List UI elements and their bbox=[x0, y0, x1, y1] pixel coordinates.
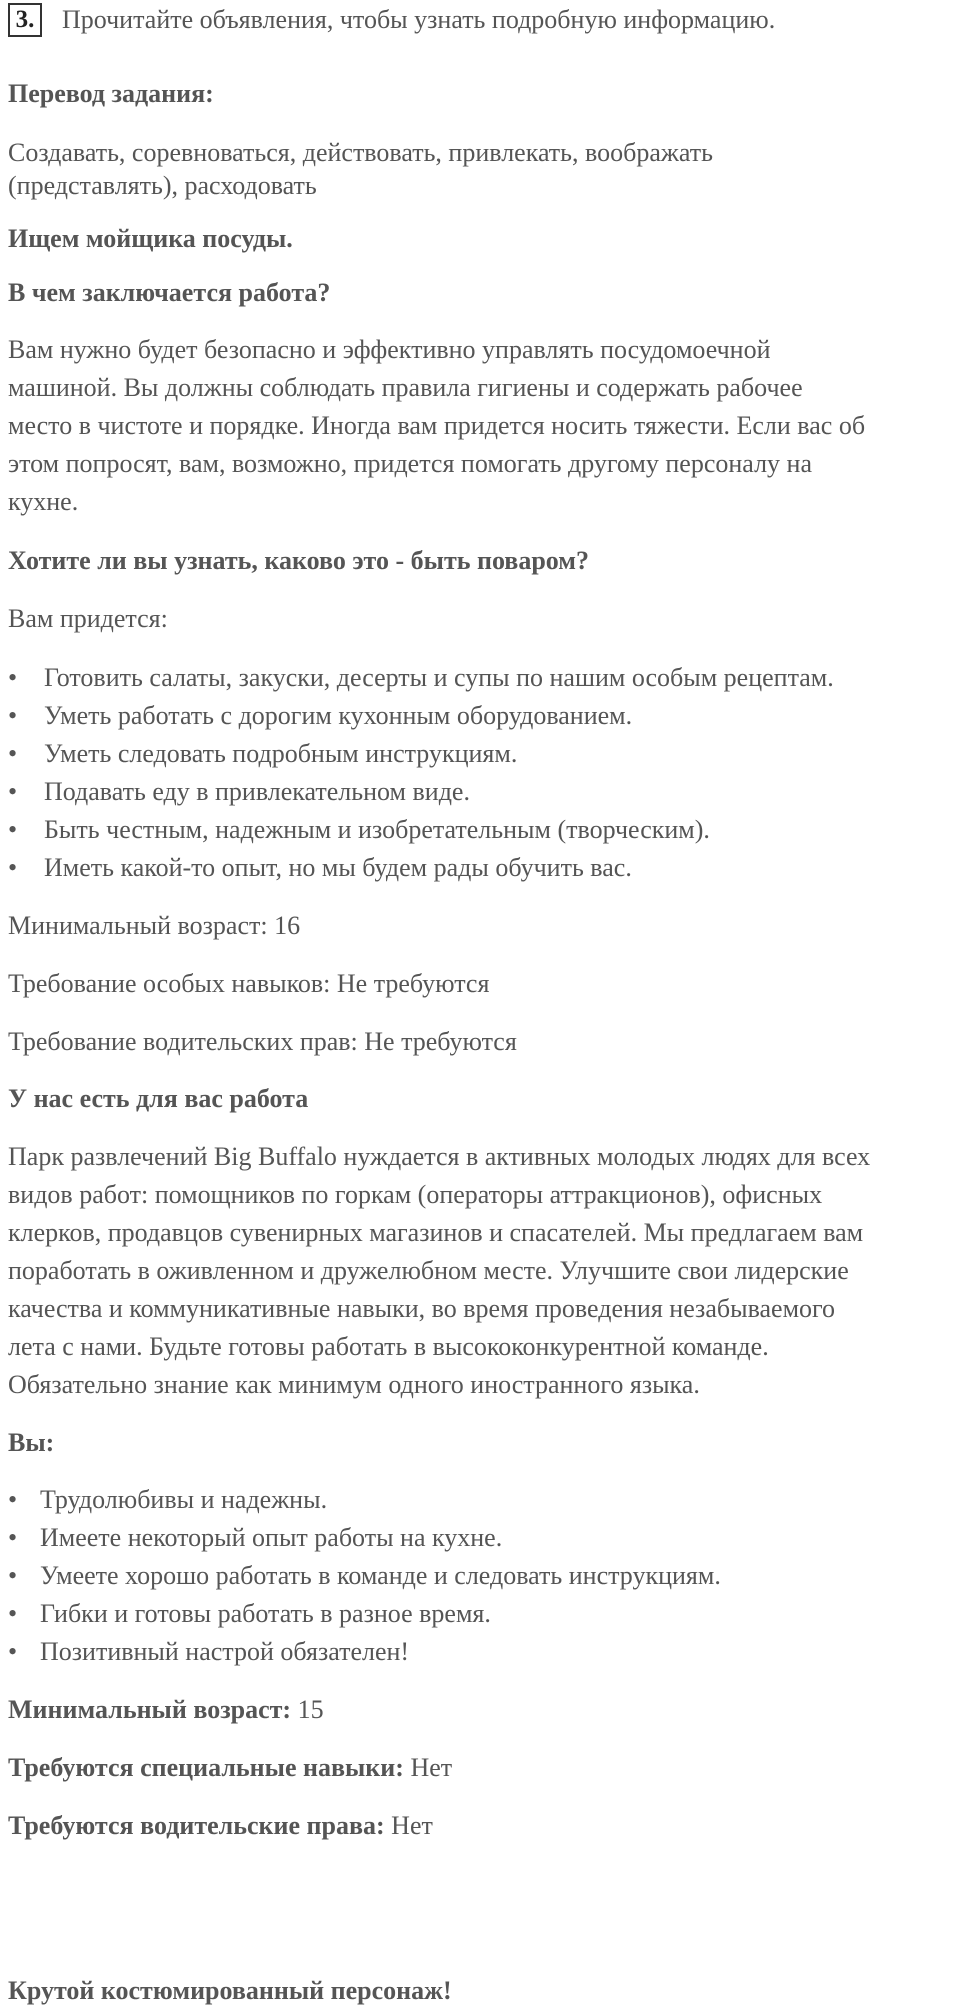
ad3-paragraph-line: качества и коммуникативные навыки, во время проведения незабываемого bbox=[8, 1294, 836, 1323]
bullet-text: Уметь следовать подробным инструкциям. bbox=[44, 739, 518, 768]
bullet-marker: • bbox=[8, 739, 18, 768]
ad3-skills-value: Нет bbox=[403, 1753, 453, 1782]
translation-line-1: Создавать, соревноваться, действовать, привлекать, воображать bbox=[8, 138, 713, 167]
task-header bbox=[8, 2, 775, 38]
ad3-license-value: Нет bbox=[384, 1811, 433, 1840]
ad1-paragraph-line: Вам нужно будет безопасно и эффективно управлять посудомоечной bbox=[8, 335, 771, 364]
bullet-text: Иметь какой-то опыт, но мы будем рады обучить вас. bbox=[44, 853, 632, 882]
ad2-skills: Требование особых навыков: Не требуются bbox=[8, 969, 490, 998]
bullet-marker: • bbox=[8, 853, 18, 882]
bullet-marker: • bbox=[8, 663, 18, 692]
ad1-paragraph-line: кухне. bbox=[8, 487, 79, 516]
ad3-skills-label: Требуются специальные навыки: bbox=[8, 1753, 404, 1782]
ad3-min-age bbox=[8, 1694, 324, 1726]
ad1-question: В чем заключается работа? bbox=[8, 278, 331, 307]
ad2-min-age: Минимальный возраст: 16 bbox=[8, 911, 301, 940]
bullet-text: Трудолюбивы и надежны. bbox=[40, 1485, 328, 1514]
ad3-skills bbox=[8, 1752, 452, 1784]
ad3-min-age-value: 15 bbox=[291, 1695, 324, 1724]
bullet-marker: • bbox=[8, 1523, 18, 1552]
ad3-paragraph-line: видов работ: помощников по горкам (операторы аттракционов), офисных bbox=[8, 1180, 823, 1209]
ad3-paragraph-line: поработать в оживленном и дружелюбном месте. Улучшите свои лидерские bbox=[8, 1256, 849, 1285]
ad3-paragraph-line: клерков, продавцов сувенирных магазинов и спасателей. Мы предлагаем вам bbox=[8, 1218, 864, 1247]
bullet-text: Имеете некоторый опыт работы на кухне. bbox=[40, 1523, 503, 1552]
ad3-paragraph-line: Парк развлечений Big Buffalo нуждается в активных молодых людях для всех bbox=[8, 1142, 871, 1171]
bullet-text: Быть честным, надежным и изобретательным (творческим). bbox=[44, 815, 710, 844]
ad1-paragraph-line: машиной. Вы должны соблюдать правила гигиены и содержать рабочее bbox=[8, 373, 803, 402]
ad2-intro: Вам придется: bbox=[8, 604, 168, 633]
bullet-marker: • bbox=[8, 815, 18, 844]
ad3-license-label: Требуются водительские права: bbox=[8, 1811, 385, 1840]
bullet-text: Позитивный настрой обязателен! bbox=[40, 1637, 410, 1666]
ad4-title: Крутой костюмированный персонаж! bbox=[8, 1976, 452, 2005]
bullet-marker: • bbox=[8, 1599, 18, 1628]
ad3-paragraph-line: Обязательно знание как минимум одного иностранного языка. bbox=[8, 1370, 700, 1399]
bullet-marker: • bbox=[8, 1637, 18, 1666]
bullet-marker: • bbox=[8, 701, 18, 730]
ad1-title: Ищем мойщика посуды. bbox=[8, 224, 293, 253]
bullet-text: Умеете хорошо работать в команде и следовать инструкциям. bbox=[40, 1561, 721, 1590]
ad1-paragraph-line: этом попросят, вам, возможно, придется помогать другому персоналу на bbox=[8, 449, 812, 478]
bullet-marker: • bbox=[8, 1561, 18, 1590]
bullet-text: Подавать еду в привлекательном виде. bbox=[44, 777, 470, 806]
ad3-min-age-label: Минимальный возраст: bbox=[8, 1695, 292, 1724]
ad3-paragraph-line: лета с нами. Будьте готовы работать в высококонкурентной команде. bbox=[8, 1332, 769, 1361]
translation-heading: Перевод задания: bbox=[8, 79, 214, 108]
task-instruction: Прочитайте объявления, чтобы узнать подробную информацию. bbox=[62, 5, 776, 34]
ad1-paragraph-line: место в чистоте и порядке. Иногда вам придется носить тяжести. Если вас об bbox=[8, 411, 866, 440]
bullet-text: Готовить салаты, закуски, десерты и супы по нашим особым рецептам. bbox=[44, 663, 834, 692]
ad3-you-heading: Вы: bbox=[8, 1428, 55, 1457]
ad2-license: Требование водительских прав: Не требуются bbox=[8, 1027, 517, 1056]
bullet-text: Уметь работать с дорогим кухонным оборудованием. bbox=[44, 701, 633, 730]
task-number-box: 3. bbox=[8, 3, 42, 37]
ad3-title: У нас есть для вас работа bbox=[8, 1084, 309, 1113]
bullet-text: Гибки и готовы работать в разное время. bbox=[40, 1599, 491, 1628]
translation-line-2: (представлять), расходовать bbox=[8, 171, 317, 200]
bullet-marker: • bbox=[8, 777, 18, 806]
bullet-marker: • bbox=[8, 1485, 18, 1514]
ad2-title: Хотите ли вы узнать, каково это - быть поваром? bbox=[8, 546, 590, 575]
ad3-license bbox=[8, 1810, 433, 1842]
